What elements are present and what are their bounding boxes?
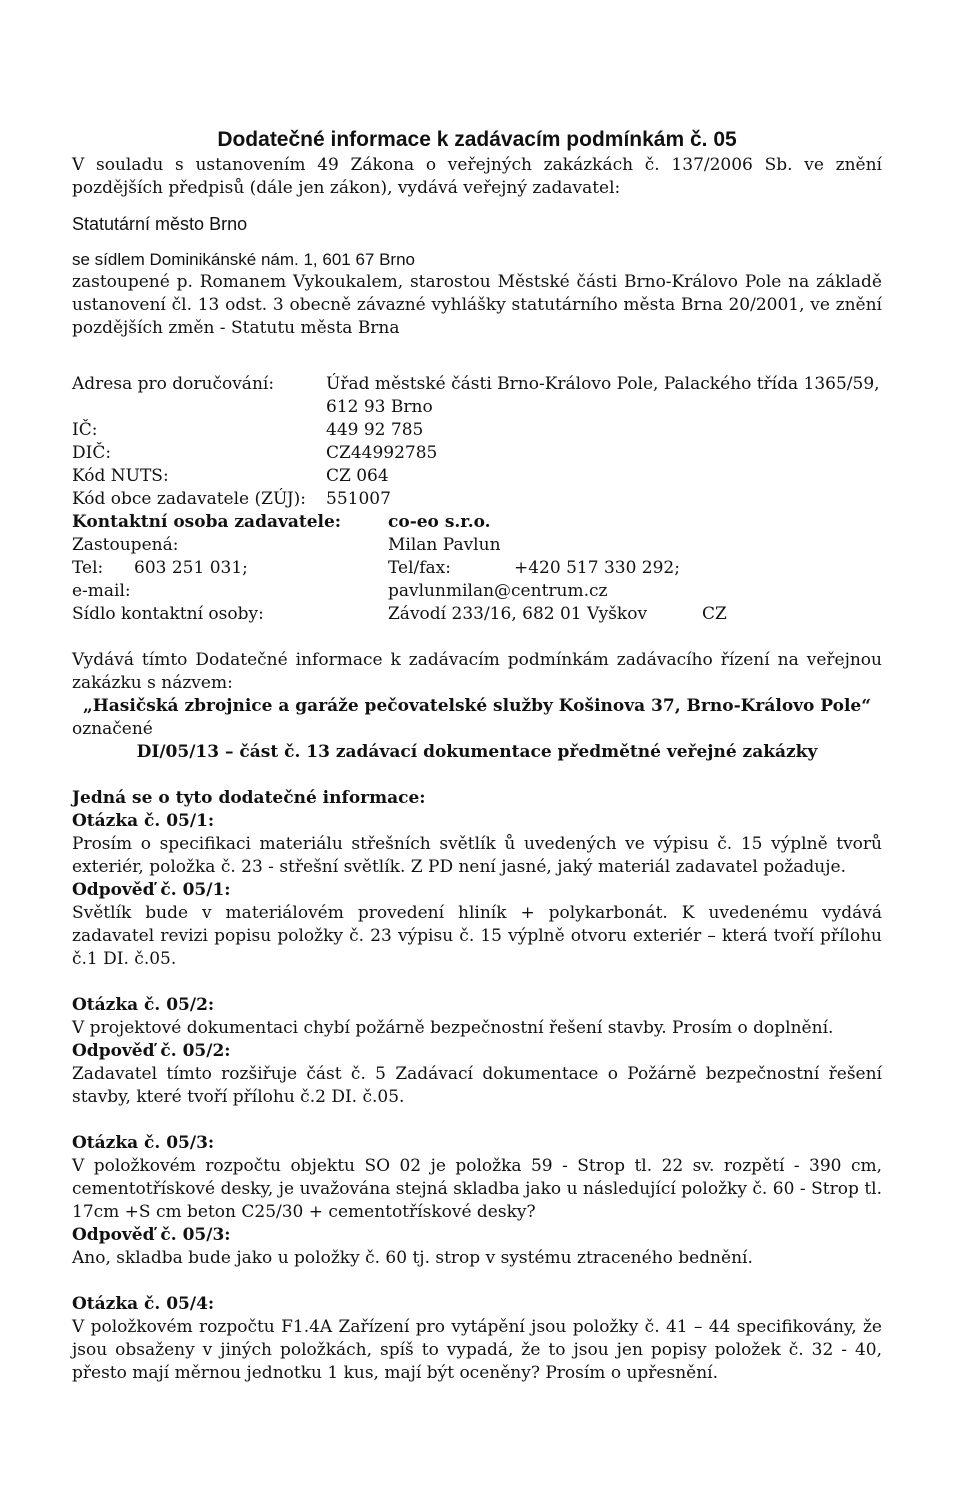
- qa-heading: Jedná se o tyto dodatečné informace:: [72, 788, 426, 808]
- answer-label: Odpověď č. 05/3:: [72, 1225, 231, 1245]
- representative-label: Zastoupená:: [72, 535, 179, 555]
- delivery-address: [72, 373, 882, 419]
- answer-text: Ano, skladba bude jako u položky č. 60 tj. strop v systému ztraceného bednění.: [72, 1248, 753, 1268]
- contact-seat-row: [72, 603, 882, 626]
- representative-value: Milan Pavlun: [388, 535, 501, 555]
- answer-text: Zadavatel tímto rozšiřuje část č. 5 Zadávací dokumentace o Požárně bezpečnostní řešení stavby, které tvoří přílohu č.2 DI. č.05.: [72, 1064, 882, 1107]
- contact-seat-value: Závodí 233/16, 682 01 Vyškov: [388, 604, 648, 624]
- email-label: e-mail:: [72, 581, 131, 601]
- nuts-label: Kód NUTS:: [72, 466, 169, 486]
- zuj-value: 551007: [326, 489, 391, 509]
- intro-paragraph: V souladu s ustanovením 49 Zákona o veřejných zakázkách č. 137/2006 Sb. ve znění pozdějších předpisů (dále jen zákon), vydává veřejný zadavatel:: [72, 155, 882, 198]
- contact-value: co-eo s.r.o.: [388, 512, 491, 532]
- phone-row: [72, 557, 882, 580]
- tender-intro: Vydává tímto Dodatečné informace k zadávacím podmínkám zadávacího řízení na veřejnou zakázku s názvem:: [72, 650, 882, 693]
- dic-label: DIČ:: [72, 443, 112, 463]
- ic-row: [72, 419, 882, 442]
- question-text: V položkovém rozpočtu F1.4A Zařízení pro vytápění jsou položky č. 41 – 44 specifikovány, že jsou obsaženy v jiných položkách, spíš to vypadá, že to jsou jen popisy položek č. 32 - 40, přesto mají měrnou jednotku 1 kus, mají být oceněny? Prosím o upřesnění.: [72, 1317, 882, 1383]
- ic-value: 449 92 785: [326, 420, 424, 440]
- answer-label: Odpověď č. 05/1:: [72, 880, 231, 900]
- contact-seat-country: CZ: [702, 604, 727, 624]
- answer-label: Odpověď č. 05/2:: [72, 1041, 231, 1061]
- dic-row: [72, 442, 882, 465]
- delivery-address-label: Adresa pro doručování:: [72, 374, 275, 394]
- question-label: Otázka č. 05/2:: [72, 995, 215, 1015]
- zuj-label: Kód obce zadavatele (ZÚJ):: [72, 489, 306, 509]
- authority-representation: zastoupené p. Romanem Vykoukalem, starostou Městské části Brno-Královo Pole na základě ustanovení čl. 13 odst. 3 obecně závazné vyhlášky statutárního města Brna 20/2001, ve znění pozdějších změn - Statutu města Brna: [72, 272, 882, 338]
- tel-value: 603 251 031;: [134, 558, 248, 578]
- question-text: Prosím o specifikaci materiálu střešních světlík ů uvedených ve výpisu č. 15 výplně tvorů exteriér, položka č. 23 - střešní světlík. Z PD není jasné, jaký materiál zadavatel požaduje.: [72, 834, 882, 877]
- ic-label: IČ:: [72, 420, 98, 440]
- tender-name: „Hasičská zbrojnice a garáže pečovatelské služby Košinova 37, Brno-Královo Pole“: [82, 696, 872, 716]
- question-text: V projektové dokumentaci chybí požárně bezpečnostní řešení stavby. Prosím o doplnění.: [72, 1018, 834, 1038]
- dic-value: CZ44992785: [326, 443, 438, 463]
- question-label: Otázka č. 05/4:: [72, 1294, 215, 1314]
- question-text: V položkovém rozpočtu objektu SO 02 je položka 59 - Strop tl. 22 sv. rozpětí - 390 cm, cementotřískové desky, je uvažována stejná skladba jako u následující položky č. 60 - Strop tl. 17cm +S cm beton C25/30 + cementotřískové desky?: [72, 1156, 882, 1222]
- question-label: Otázka č. 05/1:: [72, 811, 215, 831]
- document-page: [72, 126, 882, 1385]
- representative-row: [72, 534, 882, 557]
- tender-reference: DI/05/13 – část č. 13 zadávací dokumentace předmětné veřejné zakázky: [136, 742, 818, 762]
- zuj-row: [72, 488, 882, 511]
- contact-seat-label: Sídlo kontaktní osoby:: [72, 604, 264, 624]
- email-value: pavlunmilan@centrum.cz: [388, 581, 608, 601]
- authority-seat: se sídlem Dominikánské nám. 1, 601 67 Brno: [72, 250, 416, 269]
- fax-label: Tel/fax:: [388, 558, 451, 578]
- contact-label: Kontaktní osoba zadavatele:: [72, 512, 342, 532]
- email-row: [72, 580, 882, 603]
- nuts-row: [72, 465, 882, 488]
- question-label: Otázka č. 05/3:: [72, 1133, 215, 1153]
- contact-row: [72, 511, 882, 534]
- answer-text: Světlík bude v materiálovém provedení hliník + polykarbonát. K uvedenému vydává zadavatel revizi popisu položky č. 23 výpisu č. 15 výplně otvoru exteriér – která tvoří přílohu č.1 DI. č.05.: [72, 903, 882, 969]
- tender-designated: označené: [72, 719, 153, 739]
- nuts-value: CZ 064: [326, 466, 389, 486]
- document-title: Dodatečné informace k zadávacím podmínkám č. 05: [217, 128, 737, 151]
- fax-value: +420 517 330 292;: [514, 558, 680, 578]
- tel-label: Tel:: [72, 558, 104, 578]
- authority-name: Statutární město Brno: [72, 214, 248, 234]
- delivery-address-value: Úřad městské části Brno-Královo Pole, Palackého třída 1365/59, 612 93 Brno: [326, 374, 880, 417]
